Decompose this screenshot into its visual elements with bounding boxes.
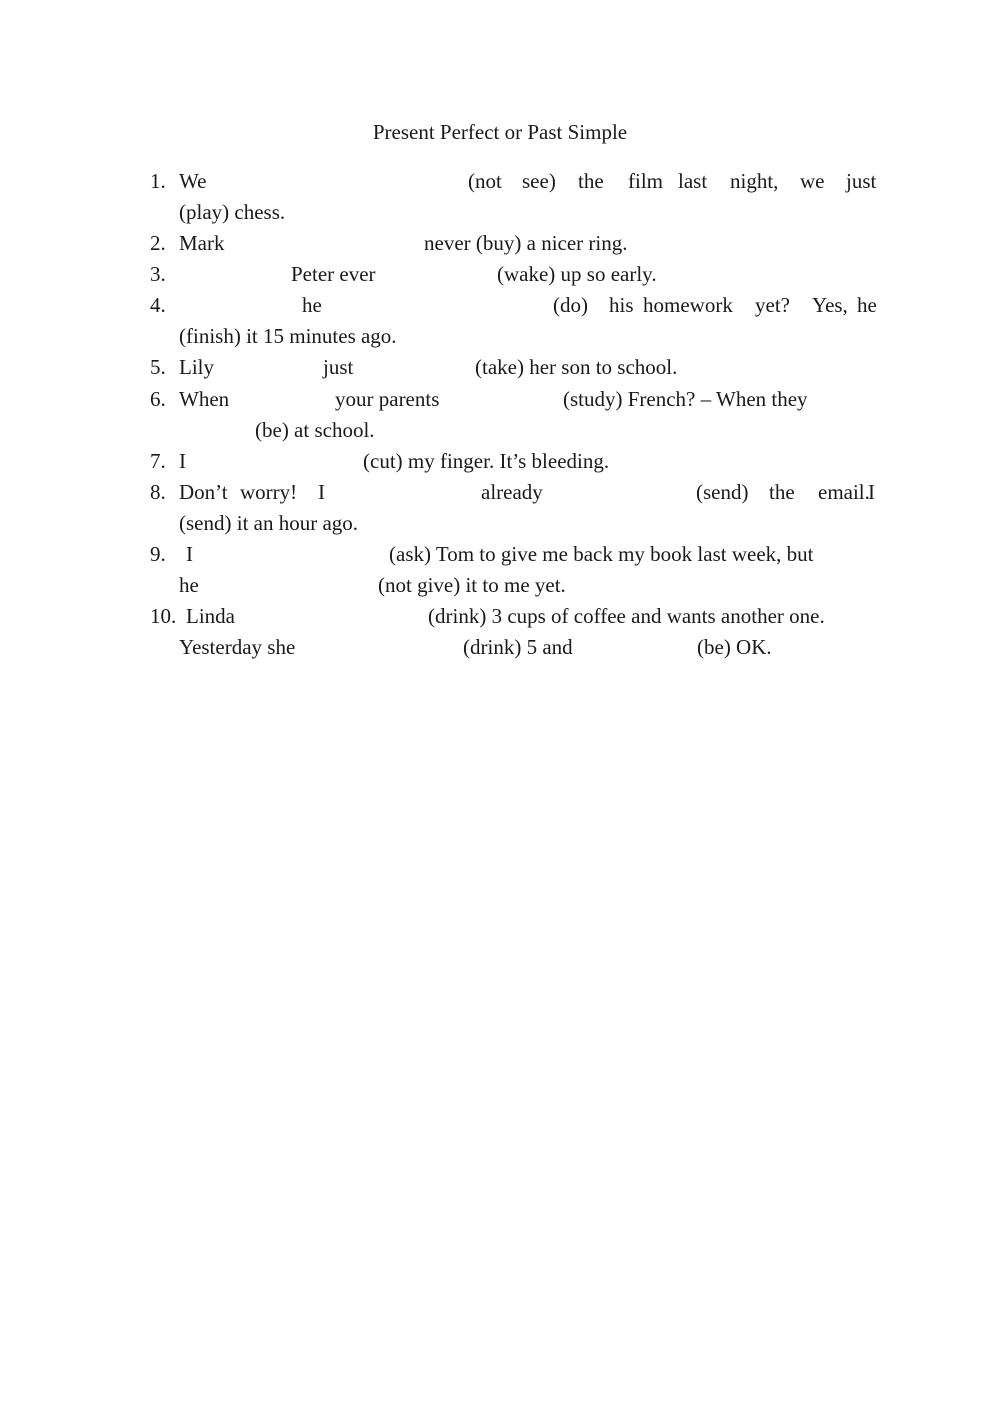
sentence-text: (wake) up so early.: [497, 262, 657, 286]
sentence-text: Don’t: [179, 480, 228, 504]
sentence-text: the: [578, 169, 604, 193]
sentence-text: yet?: [755, 293, 790, 317]
item-number: 8.: [150, 480, 166, 504]
sentence-text: his: [609, 293, 634, 317]
item-number: 5.: [150, 355, 166, 379]
item-number: 3.: [150, 262, 166, 286]
sentence-text: he: [857, 293, 877, 317]
sentence-text: Yes,: [812, 293, 848, 317]
sentence-text: Mark: [179, 231, 225, 255]
sentence-text: he: [302, 293, 322, 317]
sentence-text: just: [846, 169, 877, 193]
sentence-text: film: [628, 169, 663, 193]
item-number: 1.: [150, 169, 166, 193]
sentence-text: your parents: [335, 387, 440, 411]
item-number: 2.: [150, 231, 166, 255]
sentence-text: never (buy) a nicer ring.: [424, 231, 628, 255]
sentence-text: last: [678, 169, 708, 193]
sentence-text: see): [522, 169, 556, 193]
sentence-text: (do): [553, 293, 588, 317]
sentence-text: night,: [730, 169, 779, 193]
worksheet-title: Present Perfect or Past Simple: [372, 120, 628, 144]
sentence-text: I: [868, 480, 875, 504]
sentence-text: When: [179, 387, 230, 411]
item-number: 9.: [150, 542, 166, 566]
sentence-text: already: [481, 480, 543, 504]
item-number: 6.: [150, 387, 166, 411]
sentence-text: Yesterday she: [179, 635, 296, 659]
sentence-text: (send): [696, 480, 749, 504]
sentence-text: (not give) it to me yet.: [378, 573, 566, 597]
sentence-text: worry!: [240, 480, 298, 504]
sentence-text: (play) chess.: [179, 200, 286, 224]
sentence-text: (finish) it 15 minutes ago.: [179, 324, 397, 348]
sentence-text: just: [323, 355, 354, 379]
sentence-text: the: [769, 480, 795, 504]
sentence-text: (drink) 3 cups of coffee and wants another one.: [428, 604, 825, 628]
sentence-text: email.: [818, 480, 870, 504]
sentence-text: (send) it an hour ago.: [179, 511, 359, 535]
item-number: 4.: [150, 293, 166, 317]
sentence-text: (be) at school.: [255, 418, 375, 442]
sentence-text: (ask) Tom to give me back my book last week, but: [389, 542, 814, 566]
sentence-text: Linda: [186, 604, 235, 628]
sentence-text: (not: [468, 169, 502, 193]
sentence-text: homework: [643, 293, 733, 317]
sentence-text: (drink) 5 and: [463, 635, 573, 659]
sentence-text: (be) OK.: [697, 635, 772, 659]
sentence-text: Peter ever: [291, 262, 376, 286]
sentence-text: I: [179, 449, 186, 473]
sentence-text: he: [179, 573, 199, 597]
sentence-text: Lily: [179, 355, 214, 379]
sentence-text: We: [179, 169, 207, 193]
sentence-text: we: [800, 169, 825, 193]
item-number: 7.: [150, 449, 166, 473]
sentence-text: (take) her son to school.: [475, 355, 678, 379]
sentence-text: (study) French? – When they: [563, 387, 808, 411]
item-number: 10.: [150, 604, 177, 628]
sentence-text: I: [186, 542, 193, 566]
sentence-text: (cut) my finger. It’s bleeding.: [363, 449, 610, 473]
sentence-text: I: [318, 480, 325, 504]
